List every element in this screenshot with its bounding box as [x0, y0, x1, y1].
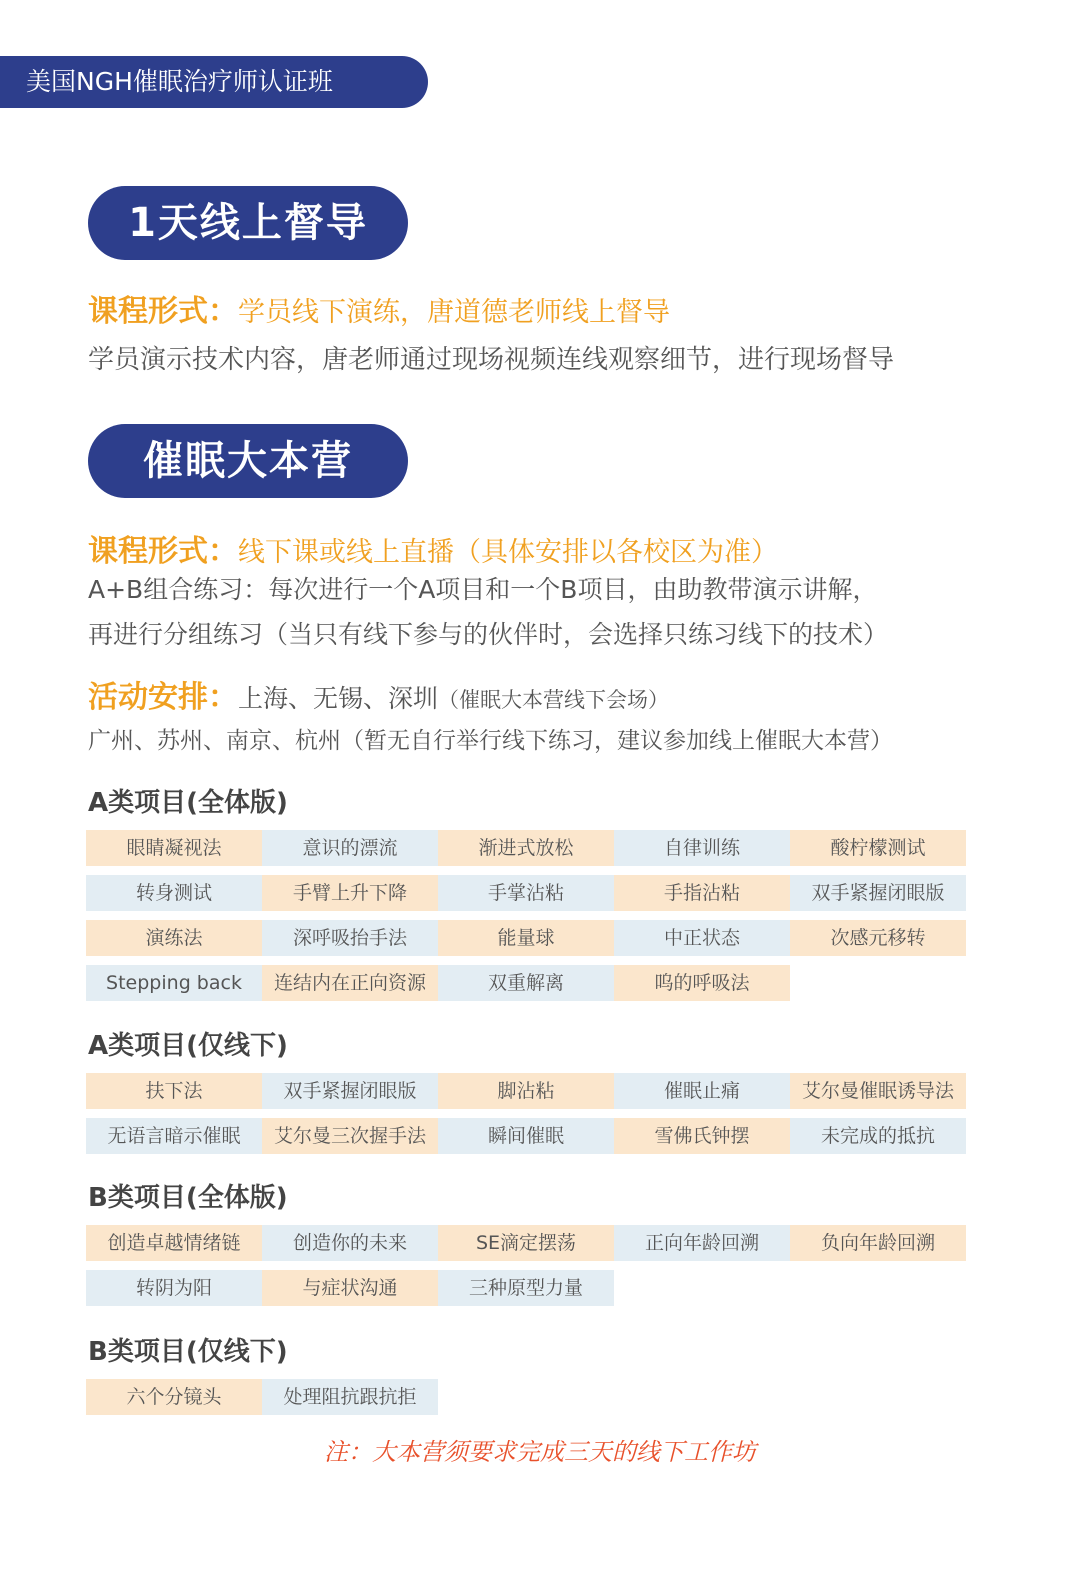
project-item: 扶下法 [86, 1073, 262, 1109]
project-item: 六个分镜头 [86, 1379, 262, 1415]
project-item: 与症状沟通 [262, 1270, 438, 1306]
section-title-online-supervision: 1天线上督导 [88, 186, 408, 260]
activity-note: （催眠大本营线下会场） [438, 688, 670, 712]
section2-desc-line1: A+B组合练习：每次进行一个A项目和一个B项目，由助教带演示讲解， [88, 575, 878, 604]
project-item: 艾尔曼催眠诱导法 [790, 1073, 966, 1109]
activity-line [88, 672, 669, 716]
project-item: 演练法 [86, 920, 262, 956]
project-item: 正向年龄回溯 [614, 1225, 790, 1261]
project-item: 转身测试 [86, 875, 262, 911]
section1-format-line [88, 286, 670, 330]
project-item: 双手紧握闭眼版 [790, 875, 966, 911]
project-item: 雪佛氏钟摆 [614, 1118, 790, 1154]
category-grid-a-full [86, 830, 966, 1001]
project-item: 连结内在正向资源 [262, 965, 438, 1001]
project-item: 自律训练 [614, 830, 790, 866]
project-item: 负向年龄回溯 [790, 1225, 966, 1261]
format-label: 课程形式： [88, 534, 238, 569]
project-item: 次感元移转 [790, 920, 966, 956]
project-item: 瞬间催眠 [438, 1118, 614, 1154]
project-item: 未完成的抵抗 [790, 1118, 966, 1154]
project-item: 创造卓越情绪链 [86, 1225, 262, 1261]
category-grid-b-full [86, 1225, 966, 1306]
project-item: 创造你的未来 [262, 1225, 438, 1261]
header-tag: 美国NGH催眠治疗师认证班 [0, 56, 428, 108]
section-title-hypnosis-camp: 催眠大本营 [88, 424, 408, 498]
section1-description: 学员演示技术内容，唐老师通过现场视频连线观察细节，进行现场督导 [88, 345, 895, 375]
project-item: 酸柠檬测试 [790, 830, 966, 866]
project-item: 手指沾粘 [614, 875, 790, 911]
project-item: 手掌沾粘 [438, 875, 614, 911]
activity-label: 活动安排： [88, 680, 238, 715]
format-label: 课程形式： [88, 294, 238, 329]
category-grid-b-offline [86, 1379, 966, 1415]
category-title-a-offline: A类项目(仅线下) [88, 1031, 288, 1061]
category-title-b-offline: B类项目(仅线下) [88, 1337, 288, 1367]
category-grid-a-offline [86, 1073, 966, 1154]
project-item: 三种原型力量 [438, 1270, 614, 1306]
project-item: Stepping back [86, 965, 262, 1001]
project-item: 无语言暗示催眠 [86, 1118, 262, 1154]
project-item: 艾尔曼三次握手法 [262, 1118, 438, 1154]
project-item: 眼睛凝视法 [86, 830, 262, 866]
project-item: 深呼吸抬手法 [262, 920, 438, 956]
activity-cities: 上海、无锡、深圳 [238, 684, 439, 713]
project-item: 脚沾粘 [438, 1073, 614, 1109]
activity-line2: 广州、苏州、南京、杭州（暂无自行举行线下练习，建议参加线上催眠大本营） [88, 728, 893, 754]
project-item: 双重解离 [438, 965, 614, 1001]
project-item: 双手紧握闭眼版 [262, 1073, 438, 1109]
project-item: 能量球 [438, 920, 614, 956]
section2-desc-line2: 再进行分组练习（当只有线下参与的伙伴时，会选择只练习线下的技术） [88, 620, 889, 649]
section2-format-line [88, 526, 778, 570]
format-text: 线下课或线上直播（具体安排以各校区为准） [238, 537, 778, 568]
project-item: SE滴定摆荡 [438, 1225, 614, 1261]
project-item: 中正状态 [614, 920, 790, 956]
project-item: 呜的呼吸法 [614, 965, 790, 1001]
project-item: 意识的漂流 [262, 830, 438, 866]
category-title-a-full: A类项目(全体版) [88, 788, 288, 818]
project-item: 处理阻抗跟抗拒 [262, 1379, 438, 1415]
project-item: 渐进式放松 [438, 830, 614, 866]
category-title-b-full: B类项目(全体版) [88, 1183, 288, 1213]
project-item: 转阴为阳 [86, 1270, 262, 1306]
project-item: 催眠止痛 [614, 1073, 790, 1109]
format-text: 学员线下演练，唐道德老师线上督导 [238, 297, 670, 328]
footer-note: 注：大本营须要求完成三天的线下工作坊 [324, 1438, 756, 1466]
project-item: 手臂上升下降 [262, 875, 438, 911]
